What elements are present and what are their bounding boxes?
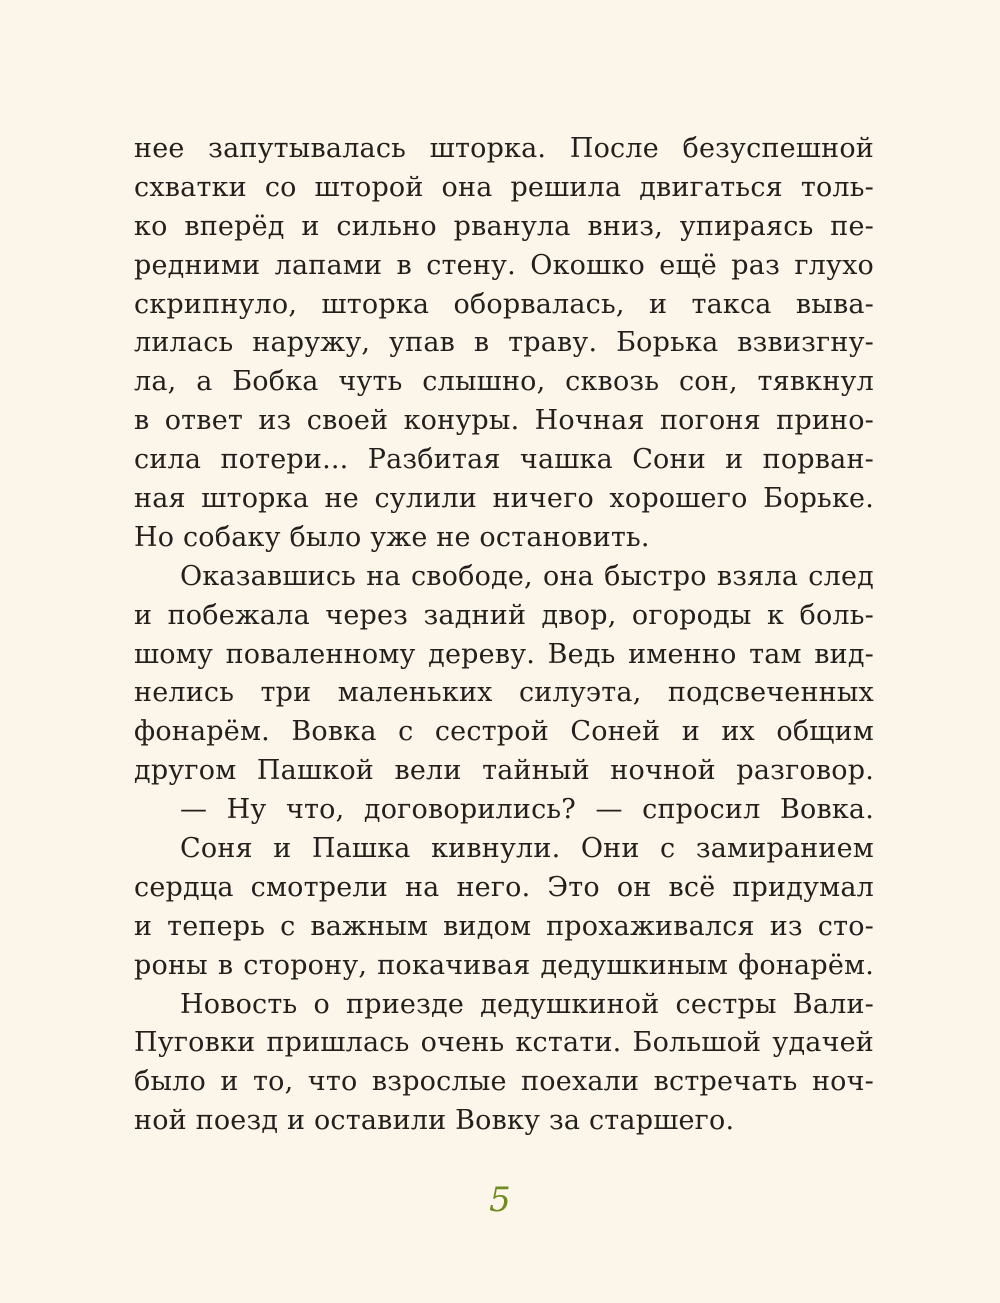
text-line: лилась наружу, упав в траву. Борька взвизгну- bbox=[134, 327, 874, 359]
text-line: сердца смотрели на него. Это он всё придумал bbox=[134, 871, 874, 903]
text-line: шому поваленному дереву. Ведь именно там вид- bbox=[134, 638, 874, 670]
text-line: в ответ из своей конуры. Ночная погоня прино- bbox=[134, 405, 874, 437]
text-line: ла, а Бобка чуть слышно, сквозь сон, тявкнул bbox=[134, 366, 874, 398]
text-line: ная шторка не сулили ничего хорошего Борьке. bbox=[134, 483, 874, 515]
text-line: и побежала через задний двор, огороды к боль- bbox=[134, 599, 874, 631]
text-line: Соня и Пашка кивнули. Они с замиранием bbox=[180, 833, 874, 865]
text-line: Новость о приезде дедушкиной сестры Вали- bbox=[180, 988, 874, 1020]
text-line: Но собаку было уже не остановить. bbox=[134, 521, 650, 553]
text-line: фонарём. Вовка с сестрой Соней и их общим bbox=[134, 716, 874, 748]
text-line: скрипнуло, шторка оборвалась, и такса выва- bbox=[134, 288, 874, 320]
text-line: схватки со шторой она решила двигаться толь- bbox=[134, 171, 874, 203]
text-line: ко вперёд и сильно рванула вниз, упираясь пе- bbox=[134, 210, 874, 242]
text-line: было и то, что взрослые поехали встречать ноч- bbox=[134, 1066, 874, 1098]
text-line: — Ну что, договорились? — спросил Вовка. bbox=[180, 794, 874, 826]
text-line: Оказавшись на свободе, она быстро взяла след bbox=[180, 560, 874, 592]
text-line: Пуговки пришлась очень кстати. Большой удачей bbox=[134, 1027, 874, 1059]
text-line: нелись три маленьких силуэта, подсвеченных bbox=[134, 677, 874, 709]
text-line: ной поезд и оставили Вовку за старшего. bbox=[134, 1105, 735, 1137]
text-line: роны в сторону, покачивая дедушкиным фонарём. bbox=[134, 949, 874, 981]
text-line: другом Пашкой вели тайный ночной разговор. bbox=[134, 755, 874, 787]
text-line: сила потери... Разбитая чашка Сони и порван- bbox=[134, 444, 874, 476]
text-line: нее запутывалась шторка. После безуспешной bbox=[134, 133, 874, 164]
page-number: 5 bbox=[489, 1180, 511, 1220]
text-line: редними лапами в стену. Окошко ещё раз глухо bbox=[134, 249, 874, 281]
body-text bbox=[134, 130, 874, 1141]
text-line: и теперь с важным видом прохаживался из сто- bbox=[134, 910, 874, 942]
